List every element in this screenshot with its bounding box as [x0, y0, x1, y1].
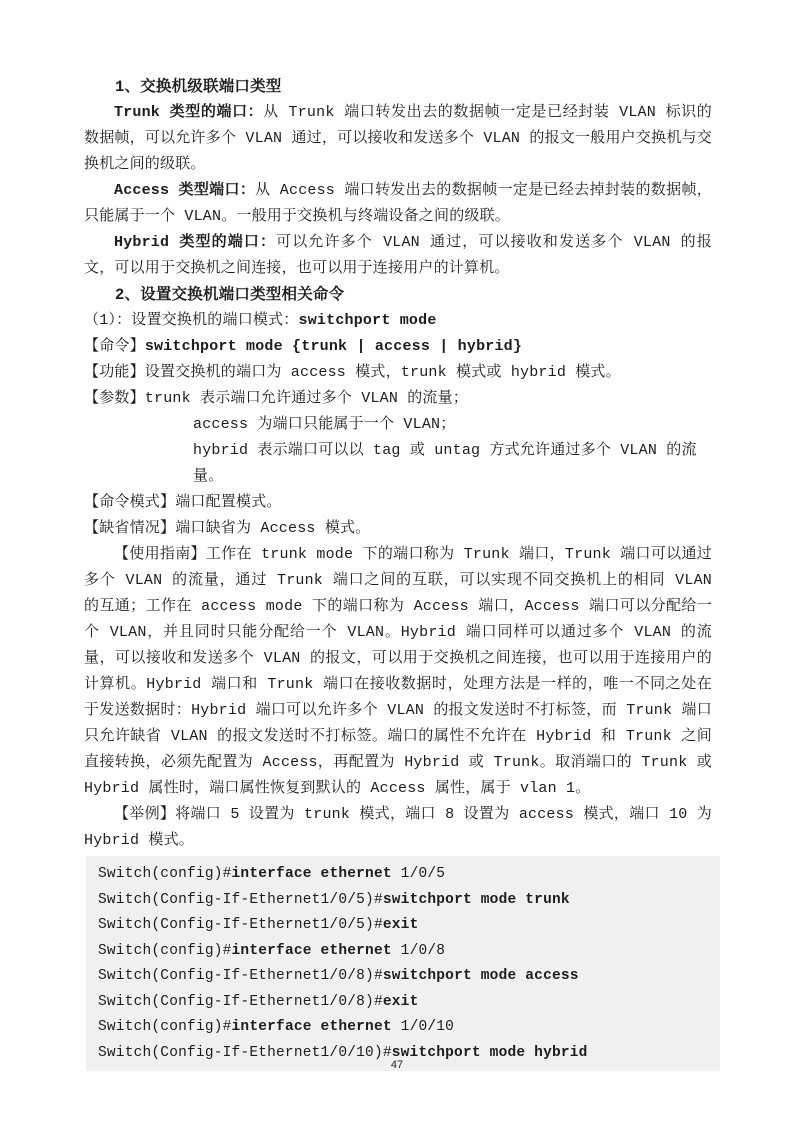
bold-text-run: exit: [382, 917, 419, 933]
code-line: [98, 990, 714, 1016]
code-line: [98, 939, 714, 965]
code-line: [98, 964, 714, 990]
text-run: Switch(config)#: [98, 866, 232, 882]
text-run: Switch(config)#: [98, 1019, 232, 1035]
code-line: [98, 1015, 714, 1041]
bold-text-run: Trunk 类型的端口：: [114, 104, 264, 121]
bold-text-run: interface ethernet: [231, 942, 392, 959]
text-run: access 为端口只能属于一个 VLAN；: [193, 416, 456, 433]
bold-text-run: switchport mode: [298, 312, 437, 329]
text-run: （1）：设置交换机的端口模式：: [84, 312, 299, 329]
text-run: 从 Trunk 端口转发出去的数据帧一定是已经封装 VLAN 标识的数据帧，可以允许多个 VLAN 通过，可以接收和发送多个 VLAN 的报文一般用户交换机与交换机之间的级联。: [84, 104, 712, 173]
bold-text-run: switchport mode trunk: [382, 891, 570, 908]
text-run: Switch(Config-If-Ethernet1/0/8)#: [98, 968, 383, 984]
bold-text-run: 1、交换机级联端口类型: [115, 78, 282, 96]
text-run: Switch(Config-If-Ethernet1/0/5)#: [98, 917, 383, 933]
bold-text-run: switchport mode hybrid: [391, 1044, 588, 1061]
parameter-line-access: [84, 412, 712, 438]
bold-text-run: switchport mode access: [382, 968, 579, 984]
text-run: Switch(Config-If-Ethernet1/0/8)#: [98, 993, 383, 1010]
bold-text-run: interface ethernet: [231, 866, 392, 882]
usage-guide-paragraph: [84, 542, 712, 802]
function-line: [84, 360, 712, 386]
default-status-line: [84, 516, 712, 542]
text-run: 【功能】设置交换机的端口为 access 模式，trunk 模式或 hybrid 模式。: [84, 364, 621, 381]
bold-text-run: interface ethernet: [231, 1019, 392, 1035]
parameter-line-hybrid: [84, 438, 712, 490]
parameter-line-trunk: [84, 386, 712, 412]
code-line: [98, 913, 714, 939]
page-number: 47: [390, 1059, 404, 1071]
text-run: Switch(config)#: [98, 942, 232, 959]
trunk-port-definition: [84, 100, 712, 178]
bold-text-run: Access 类型端口：: [114, 182, 256, 199]
command-syntax-line: [84, 334, 712, 360]
text-run: 【命令模式】端口配置模式。: [84, 494, 282, 511]
text-run: Switch(Config-If-Ethernet1/0/10)#: [98, 1044, 392, 1061]
bold-text-run: exit: [382, 993, 419, 1010]
text-run: 1/0/8: [391, 942, 446, 959]
text-run: 【使用指南】工作在 trunk mode 下的端口称为 Trunk 端口，Trunk 端口可以通过多个 VLAN 的流量，通过 Trunk 端口之间的互联，可以实现不同交换机上的相同 VLAN 的互通；工作在 access mode 下的端口称为 Access 端口，Access 端口可以分配给一个 VLAN，并且同时只能分配给一个 VLAN。Hybrid 端口同样可以通过多个 VLAN 的流量，可以接收和发送多个 VLAN 的报文，可以用于交换机之间连接，也可以用于连接用户的计算机。Hybrid 端口和 Trunk 端口在接收数据时，处理方法是一样的，唯一不同之处在于发送数据时：Hybrid 端口可以允许多个 VLAN 的报文发送时不打标签，而 Trunk 端口只允许缺省 VLAN 的报文发送时不打标签。端口的属性不允许在 Hybrid 和 Trunk 之间直接转换，必须先配置为 Access，再配置为 Hybrid 或 Trunk。取消端口的 Trunk 或 Hybrid 属性时，端口属性恢复到默认的 Access 属性，属于 vlan 1。: [84, 546, 712, 797]
text-run: 1/0/10: [391, 1019, 455, 1035]
text-run: 1/0/5: [391, 866, 446, 882]
text-run: 【参数】trunk 表示端口允许通过多个 VLAN 的流量；: [84, 390, 469, 407]
text-run: 可以允许多个 VLAN 通过，可以接收和发送多个 VLAN 的报文，可以用于交换机之间连接，也可以用于连接用户的计算机。: [84, 234, 712, 277]
section-2-heading: [84, 282, 712, 308]
text-run: Switch(Config-If-Ethernet1/0/5)#: [98, 891, 383, 908]
bold-text-run: 2、设置交换机端口类型相关命令: [115, 286, 345, 304]
code-line: [98, 888, 714, 914]
bold-text-run: Hybrid 类型的端口：: [114, 234, 277, 251]
text-run: 【缺省情况】端口缺省为 Access 模式。: [84, 520, 371, 537]
cli-example-block: [86, 856, 720, 1071]
code-line: [98, 862, 714, 888]
text-run: 从 Access 端口转发出去的数据帧一定是已经去掉封装的数据帧，只能属于一个 VLAN。一般用于交换机与终端设备之间的级联。: [84, 182, 712, 225]
hybrid-port-definition: [84, 230, 712, 282]
text-run: hybrid 表示端口可以以 tag 或 untag 方式允许通过多个 VLAN 的流量。: [193, 442, 697, 485]
document-content: [84, 74, 712, 1071]
access-port-definition: [84, 178, 712, 230]
subsection-1-title: [84, 308, 712, 334]
section-1-heading: [84, 74, 712, 100]
example-paragraph: [84, 802, 712, 854]
text-run: 【命令】: [84, 338, 145, 355]
text-run: 【举例】将端口 5 设置为 trunk 模式，端口 8 设置为 access 模式，端口 10 为 Hybrid 模式。: [84, 806, 712, 849]
bold-text-run: switchport mode {trunk | access | hybrid}: [144, 338, 523, 355]
command-mode-line: [84, 490, 712, 516]
